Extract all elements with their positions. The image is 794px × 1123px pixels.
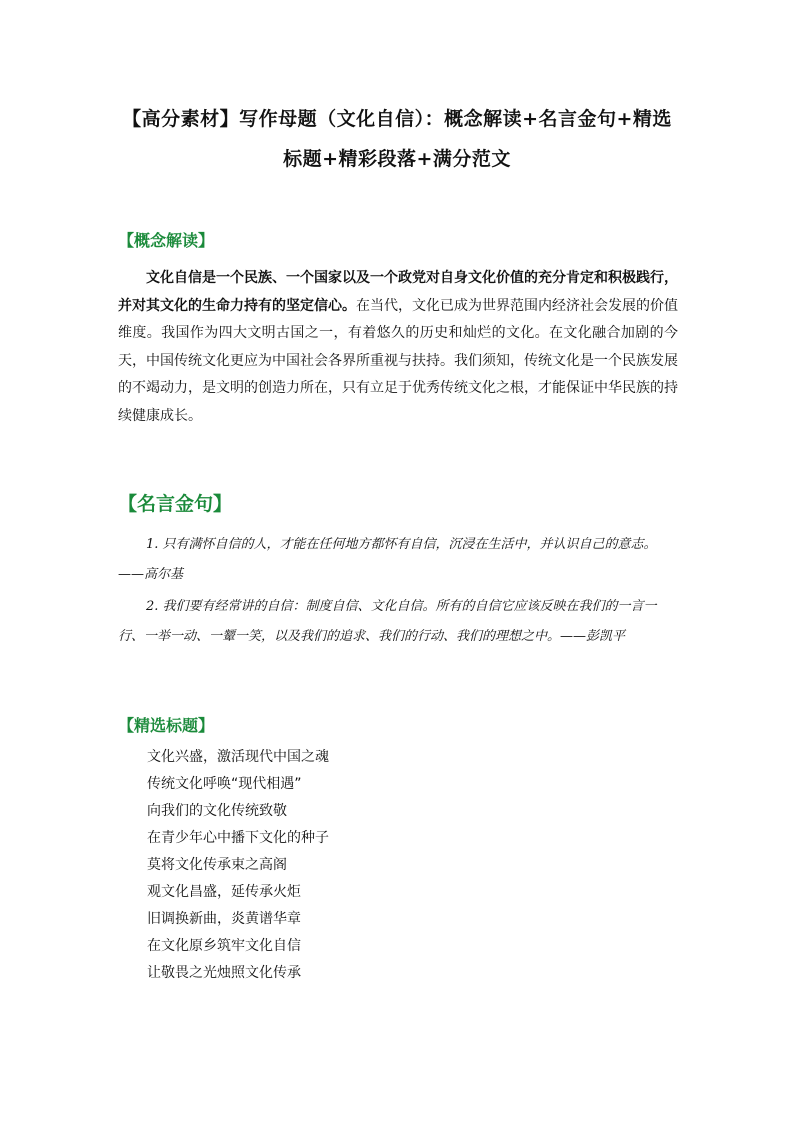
list-item: 在文化原乡筑牢文化自信 — [147, 938, 301, 954]
list-item: 观文化昌盛，延传承火炬 — [147, 884, 301, 900]
quote-1 — [118, 530, 678, 590]
list-item: 莫将文化传承束之高阁 — [147, 857, 287, 873]
list-item: 传统文化呼唤“现代相遇” — [147, 776, 302, 792]
quote-1-text: 1. 只有满怀自信的人，才能在任何地方都怀有自信，沉浸在生活中，并认识自己的意志。——高尔基 — [118, 537, 657, 582]
concept-bold-text: 文化自信是一个民族、一个国家以及一个政党对自身文化价值的充分肯定和积极践行，并对其文化的生命力持有的坚定信心。 — [118, 270, 678, 314]
list-item: 旧调换新曲，炎黄谱华章 — [147, 911, 301, 927]
list-item: 向我们的文化传统致敬 — [147, 803, 287, 819]
titles-heading: 【精选标题】 — [118, 716, 215, 735]
quotes-heading: 【名言金句】 — [118, 493, 233, 515]
document-title-line-2: 标题+精彩段落+满分范文 — [283, 148, 511, 170]
quote-2 — [118, 592, 678, 652]
concept-body-text: 在当代，文化已成为世界范围内经济社会发展的价值维度。我国作为四大文明古国之一，有着悠久的历史和灿烂的文化。在文化融合加剧的今天，中国传统文化更应为中国社会各界所重视与扶持。我们须知，传统文化是一个民族发展的不竭动力，是文明的创造力所在，只有立足于优秀传统文化之根，才能保证中华民族的持续健康成长。 — [118, 297, 678, 424]
list-item: 让敬畏之光烛照文化传承 — [147, 965, 301, 981]
list-item: 文化兴盛，激活现代中国之魂 — [147, 749, 329, 765]
concept-heading: 【概念解读】 — [118, 231, 215, 250]
selected-titles-list — [147, 744, 329, 987]
concept-paragraph — [118, 265, 678, 430]
quote-2-text: 2. 我们要有经常讲的自信：制度自信、文化自信。所有的自信它应该反映在我们的一言一行、一举一动、一颦一笑，以及我们的追求、我们的行动、我们的理想之中。——彭凯平 — [118, 599, 657, 644]
document-title-line-1: 【高分素材】写作母题（文化自信）：概念解读+名言金句+精选 — [122, 108, 672, 130]
list-item: 在青少年心中播下文化的种子 — [147, 830, 329, 846]
